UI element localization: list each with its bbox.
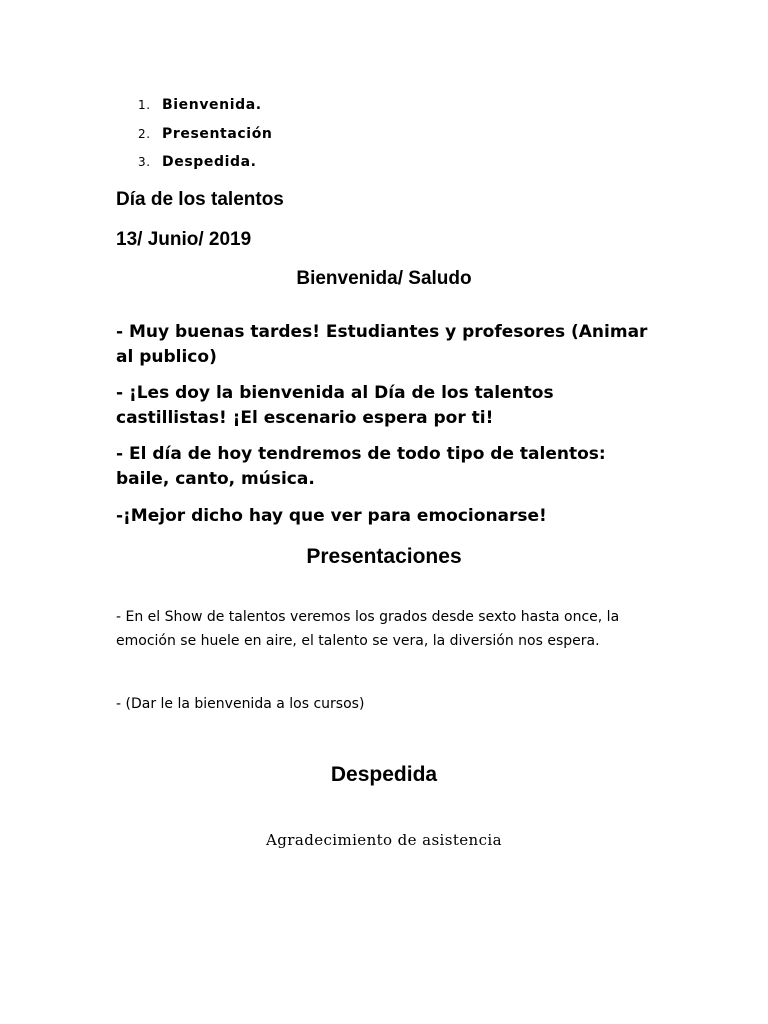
- event-title: Día de los talentos: [116, 189, 284, 210]
- agenda-label: Presentación: [162, 126, 273, 142]
- welcome-heading: Bienvenida/ Saludo: [296, 268, 472, 289]
- farewell-closing: Agradecimiento de asistencia: [266, 831, 502, 849]
- welcome-line-2: - ¡Les doy la bienvenida al Día de los talentos castillistas! ¡El escenario espera por ti!: [116, 383, 554, 428]
- agenda-number: 2.: [138, 127, 151, 141]
- welcome-line-4: -¡Mejor dicho hay que ver para emocionarse!: [116, 506, 547, 526]
- agenda-label: Despedida.: [162, 154, 257, 170]
- welcome-line-3: - El día de hoy tendremos de todo tipo de talentos: baile, canto, música.: [116, 444, 606, 489]
- welcome-line-1: - Muy buenas tardes! Estudiantes y profesores (Animar al publico): [116, 322, 648, 367]
- presentations-note: - (Dar le la bienvenida a los cursos): [116, 696, 365, 712]
- agenda-label: Bienvenida.: [162, 97, 262, 113]
- agenda-item-1: [138, 96, 262, 114]
- agenda-number: 1.: [138, 98, 151, 112]
- agenda-number: 3.: [138, 155, 151, 169]
- event-date: 13/ Junio/ 2019: [116, 229, 252, 250]
- agenda-item-2: [138, 125, 272, 143]
- presentations-paragraph: - En el Show de talentos veremos los grados desde sexto hasta once, la emoción se huele en aire, el talento se vera, la diversión nos espera.: [116, 609, 620, 649]
- farewell-heading: Despedida: [330, 763, 438, 786]
- presentations-heading: Presentaciones: [306, 545, 462, 568]
- agenda-item-3: [138, 153, 257, 171]
